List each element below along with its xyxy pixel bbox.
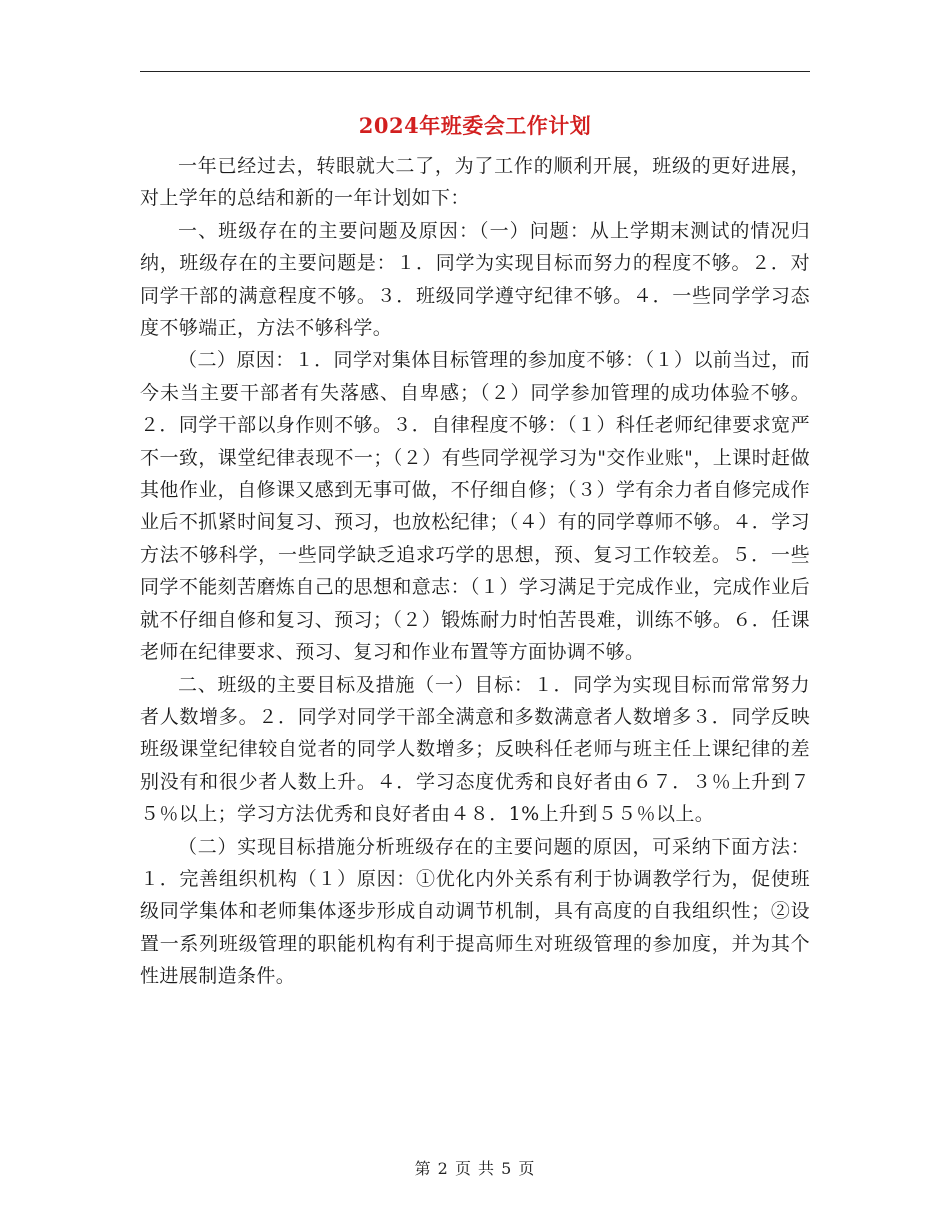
- paragraph-problems: 一、班级存在的主要问题及原因：（一）问题：从上学期末测试的情况归纳，班级存在的主要问题是：１．同学为实现目标而努力的程度不够。２．对同学干部的满意程度不够。３．班级同学遵守纪律不够。４．一些同学学习态度不够端正，方法不够科学。: [140, 219, 810, 340]
- paragraph-goals: 二、班级的主要目标及措施（一）目标：１．同学为实现目标而常常努力者人数增多。２．同学对同学干部全满意和多数满意者人数增多３．同学反映班级课堂纪律较自觉者的同学人数增多；反映科任老师与班主任上课纪律的差别没有和很少者人数上升。４．学习态度优秀和良好者由６７．３％上升到７５％以上；学习方法优秀和良好者由４８．1%上升到５５％以上。: [140, 673, 810, 826]
- header-rule: [140, 71, 810, 72]
- paragraph-intro: 一年已经过去，转眼就大二了，为了工作的顺利开展，班级的更好进展，对上学年的总结和新的一年计划如下：: [140, 155, 810, 210]
- document-title: 2024年班委会工作计划: [358, 113, 592, 138]
- document-body: [140, 150, 810, 993]
- paragraph-measures: （二）实现目标措施分析班级存在的主要问题的原因，可采纳下面方法：１．完善组织机构（１）原因：①优化内外关系有利于协调教学行为，促使班级同学集体和老师集体逐步形成自动调节机制，具有高度的自我组织性；②设置一系列班级管理的职能机构有利于提高师生对班级管理的参加度，并为其个性进展制造条件。: [140, 835, 810, 988]
- paragraph-causes: （二）原因：１．同学对集体目标管理的参加度不够：（１）以前当过，而今未当主要干部者有失落感、自卑感；（２）同学参加管理的成功体验不够。２．同学干部以身作则不够。３．自律程度不够：（１）科任老师纪律要求宽严不一致，课堂纪律表现不一；（２）有些同学视学习为"交作业账"，上课时赶做其他作业，自修课又感到无事可做，不仔细自修；（３）学有余力者自修完成作业后不抓紧时间复习、预习，也放松纪律；（４）有的同学尊师不够。４．学习方法不够科学，一些同学缺乏追求巧学的思想，预、复习工作较差。５．一些同学不能刻苦磨炼自己的思想和意志：（１）学习满足于完成作业，完成作业后就不仔细自修和复习、预习；（２）锻炼耐力时怕苦畏难，训练不够。６．任课老师在纪律要求、预习、复习和作业布置等方面协调不够。: [140, 349, 810, 664]
- page-footer: 第 2 页 共 5 页: [414, 1159, 536, 1178]
